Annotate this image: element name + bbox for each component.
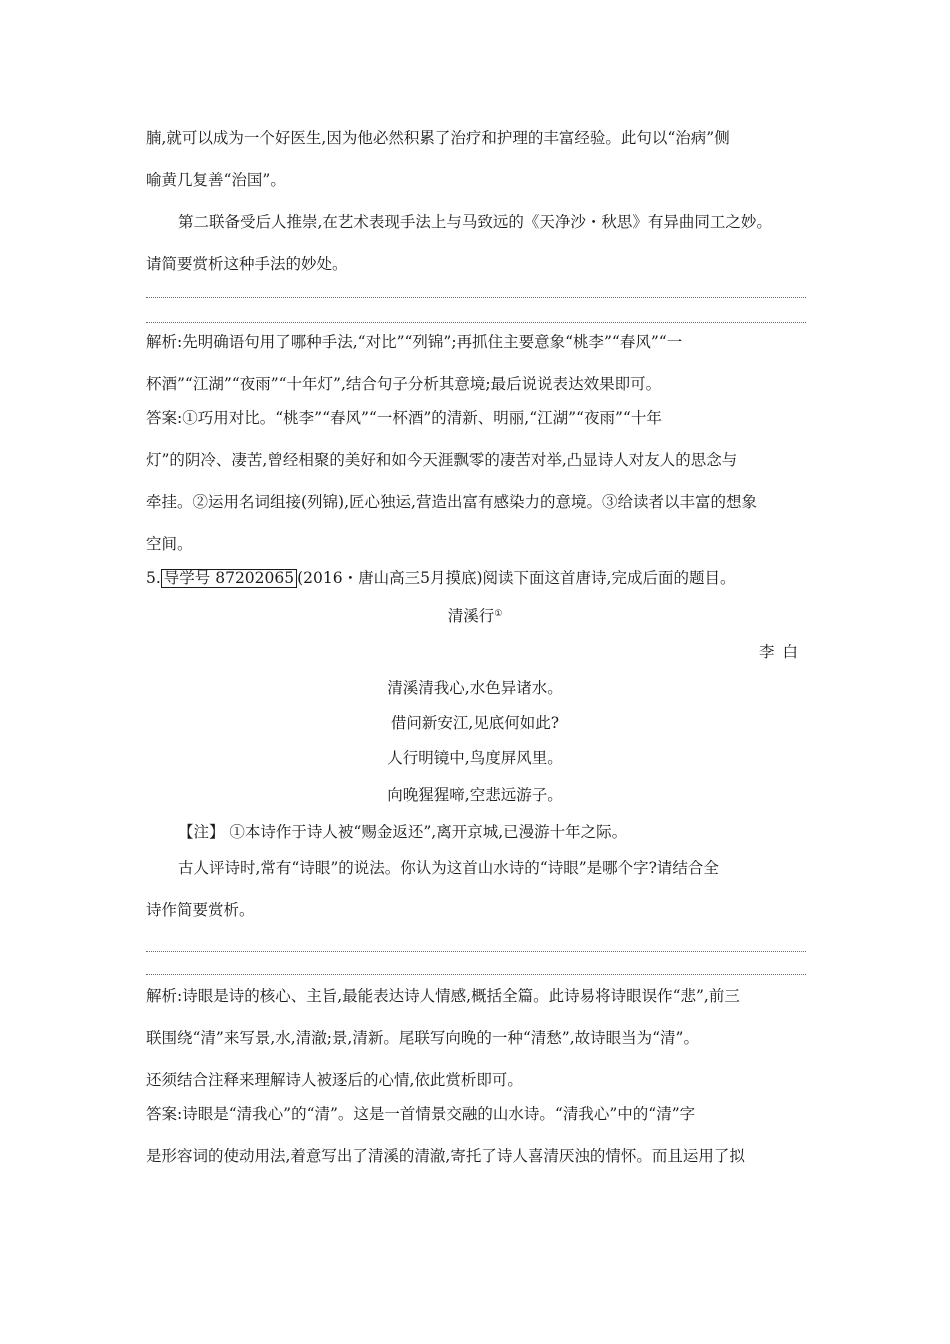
paragraph-line: 腩,就可以成为一个好医生,因为他必然积累了治疗和护理的丰富经验。此句以“治病”侧	[146, 129, 730, 147]
poem-line: 清溪清我心,水色异诸水。	[387, 679, 563, 697]
guide-number-box: 导学号 87202065	[161, 569, 297, 588]
paragraph-line: 喻黄几复善“治国”。	[146, 171, 286, 189]
answer-blank-line	[146, 974, 806, 975]
analysis-line: 解析:先明确语句用了哪种手法,“对比”“列锦”;再抓住主要意象“桃李”“春风”“一	[146, 333, 683, 351]
footnote-mark: ①	[494, 609, 503, 619]
question-line: 古人评诗时,常有“诗眼”的说法。你认为这首山水诗的“诗眼”是哪个字?请结合全	[178, 859, 719, 877]
answer-blank-line	[146, 297, 806, 298]
answer-line: 灯”的阴冷、凄苦,曾经相聚的美好和如今天涯飘零的凄苦对举,凸显诗人对友人的思念与	[146, 451, 738, 469]
analysis-line: 杯酒”“江湖”“夜雨”“十年灯”,结合句子分析其意境;最后说说表达效果即可。	[146, 375, 662, 393]
poem-title-text: 清溪行	[447, 607, 495, 625]
analysis-line: 还须结合注释来理解诗人被逐后的心情,依此赏析即可。	[146, 1071, 523, 1089]
question-line: 诗作简要赏析。	[146, 901, 255, 919]
poem-note: 【注】 ①本诗作于诗人被“赐金返还”,离开京城,已漫游十年之际。	[178, 823, 628, 841]
poem-author: 李白	[758, 643, 806, 661]
question-line: 第二联备受后人推崇,在艺术表现手法上与马致远的《天净沙・秋思》有异曲同工之妙。	[178, 213, 772, 231]
answer-line: 牵挂。②运用名词组接(列锦),匠心独运,营造出富有感染力的意境。③给读者以丰富的想象	[146, 493, 757, 511]
question-line: 请简要赏析这种手法的妙处。	[146, 255, 348, 273]
analysis-line: 联围绕“清”来写景,水,清澈;景,清新。尾联写向晚的一种“清愁”,故诗眼当为“清”。	[146, 1029, 699, 1047]
analysis-line: 解析:诗眼是诗的核心、主旨,最能表达诗人情感,概括全篇。此诗易将诗眼误作“悲”,前三	[146, 987, 740, 1005]
answer-line: 答案:①巧用对比。“桃李”“春风”“一杯酒”的清新、明丽,“江湖”“夜雨”“十年	[146, 409, 662, 427]
question-intro: (2016・唐山高三5月摸底)阅读下面这首唐诗,完成后面的题目。	[297, 569, 736, 587]
answer-line: 是形容词的使动用法,着意写出了清溪的清澈,寄托了诗人喜清厌浊的情怀。而且运用了拟	[146, 1147, 745, 1165]
answer-line: 答案:诗眼是“清我心”的“清”。这是一首情景交融的山水诗。“清我心”中的“清”字	[146, 1105, 696, 1123]
answer-line: 空间。	[146, 535, 193, 553]
question-5-header	[146, 568, 806, 588]
answer-blank-line	[146, 951, 806, 952]
answer-blank-line	[146, 322, 806, 323]
poem-line: 向晚猩猩啼,空悲远游子。	[387, 786, 563, 804]
poem-title	[0, 606, 950, 626]
poem-line: 借问新安江,见底何如此?	[390, 714, 560, 732]
poem-line: 人行明镜中,鸟度屏风里。	[387, 749, 563, 767]
question-number: 5.	[146, 569, 161, 587]
